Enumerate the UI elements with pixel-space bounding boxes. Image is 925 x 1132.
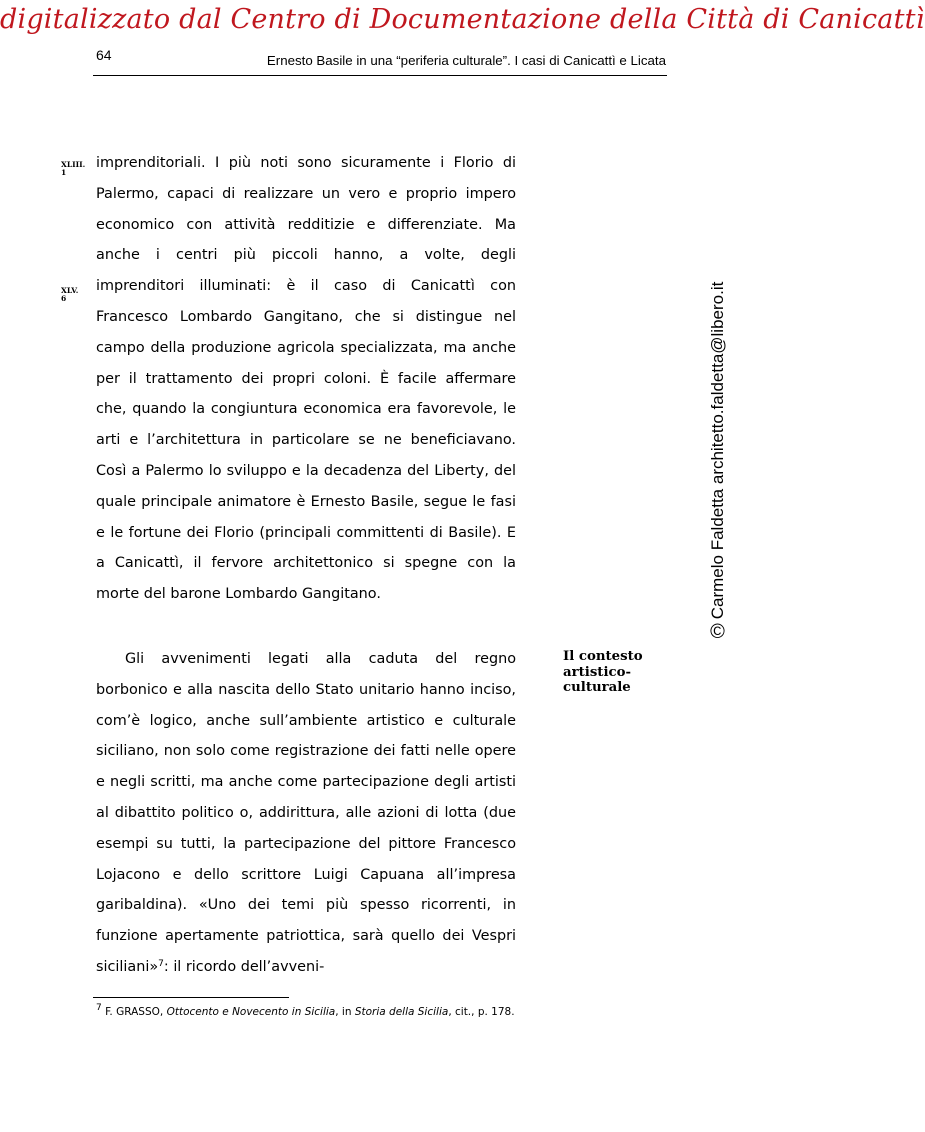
footnote-series: Storia della Sicilia xyxy=(354,1006,449,1018)
body-paragraph xyxy=(96,644,516,983)
margin-marker-number: 1 xyxy=(61,168,67,177)
side-heading: Il contesto artistico-culturale xyxy=(563,649,643,695)
footnote-number: 7 xyxy=(96,1003,102,1013)
paragraph-text-continued: : il ricordo dell’avveni- xyxy=(163,958,325,975)
paragraph-text: Gli avvenimenti legati alla caduta del regno borbonico e alla nascita dello Stato unitario hanno inciso, com’è logico, anche sull’ambiente artistico e culturale siciliano, non solo come registrazione dei fatti nelle opere e negli scritti, ma anche come partecipazione degli artisti al dibattito politico o, addirittura, alle azioni di lotta (due esempi su tutti, la partecipazione del pittore Francesco Lojacono e dello scrittore Luigi Capuana all’impresa garibaldina). «Uno dei temi più spesso ricorrenti, in funzione apertamente patriottica, sarà quello dei Vespri siciliani» xyxy=(96,651,516,975)
footnote-reference: 7 xyxy=(158,958,164,969)
header-rule xyxy=(93,75,667,76)
footnote-in: , in xyxy=(335,1006,352,1018)
credit-text: Carmelo Faldetta architetto.faldetta@libero.it xyxy=(708,281,727,620)
body-paragraph: imprenditoriali. I più noti sono sicuramente i Florio di Palermo, capaci di realizzare un vero e proprio impero economico con attività redditizie e differenziate. Ma anche i centri più piccoli hanno, a volte, degli imprenditori illuminati: è il caso di Canicattì con Francesco Lombardo Gangitano, che si distingue nel campo della produzione agricola specializzata, ma anche per il trattamento dei propri coloni. È facile affermare che, quando la congiuntura economica era favorevole, le arti e l’architettura in particolare se ne beneficiavano. Così a Palermo lo sviluppo e la decadenza del Liberty, del quale principale animatore è Ernesto Basile, segue le fasi e le fortune dei Florio (principali committenti di Basile). E a Canicattì, il fervore architettonico si spegne con la morte del barone Lombardo Gangitano. xyxy=(96,155,516,603)
copyright-icon: © xyxy=(710,621,725,644)
margin-marker-roman: XLV. xyxy=(61,286,79,295)
running-title: Ernesto Basile in una “periferia culturale”. I casi di Canicattì e Licata xyxy=(266,53,666,68)
footnote xyxy=(96,1005,522,1019)
margin-marker xyxy=(61,161,85,177)
vertical-copyright-credit xyxy=(706,281,729,644)
margin-marker-roman: XLIII. xyxy=(61,160,86,169)
page-number: 64 xyxy=(96,47,112,63)
footnote-title: Ottocento e Novecento in Sicilia xyxy=(166,1006,336,1018)
margin-marker xyxy=(61,287,78,303)
footnote-author: F. GRASSO, xyxy=(105,1006,164,1018)
footnote-rule xyxy=(93,997,289,998)
footnote-citation: , cit., p. 178. xyxy=(448,1006,515,1018)
digitization-watermark-banner: digitalizzato dal Centro di Documentazione della Città di Canicattì xyxy=(0,4,925,35)
margin-marker-number: 6 xyxy=(61,294,67,303)
